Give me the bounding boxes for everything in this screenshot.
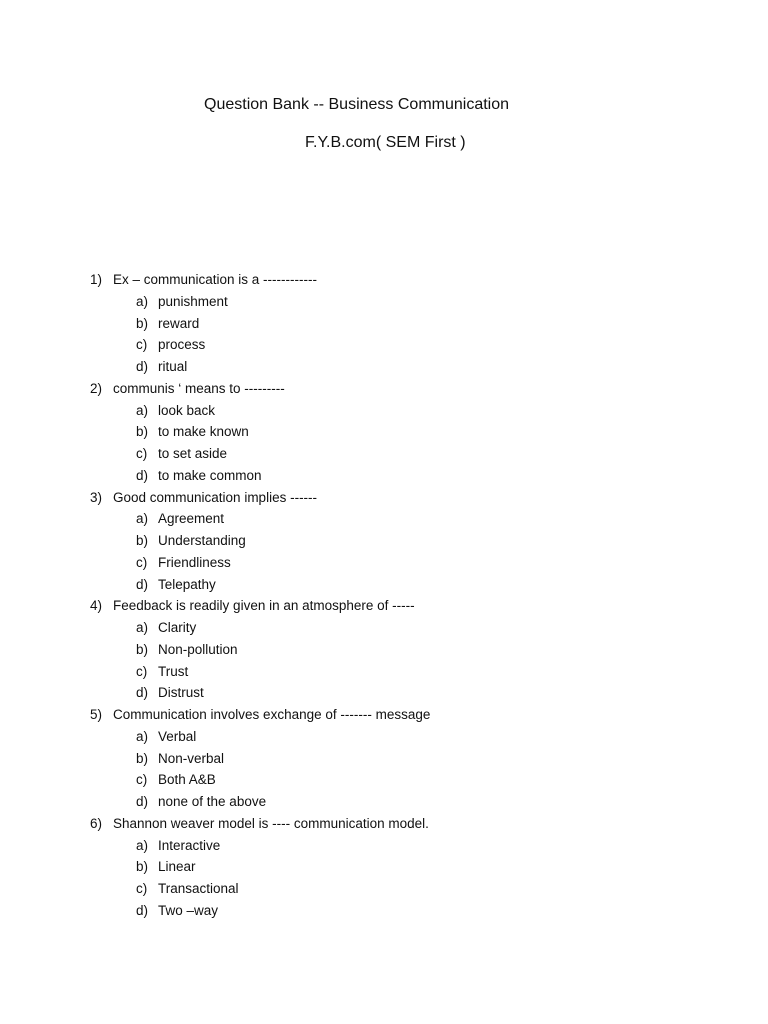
option-text: to make known — [158, 424, 249, 440]
option-label: c) — [136, 772, 148, 788]
option-text: Non-verbal — [158, 750, 225, 766]
option-text: Agreement — [158, 511, 225, 527]
option-label: b) — [136, 859, 149, 875]
option-text: ritual — [158, 359, 188, 374]
answer-option — [90, 530, 730, 552]
option-text: Verbal — [158, 728, 197, 744]
option-label: a) — [136, 728, 149, 744]
option-label: d) — [136, 359, 149, 374]
answer-option — [90, 313, 730, 335]
question-item — [90, 269, 730, 291]
question-number: 1) — [90, 272, 103, 287]
option-label: a) — [136, 620, 149, 635]
question-number: 4) — [90, 598, 103, 614]
question-list — [90, 269, 730, 922]
answer-option — [90, 552, 730, 574]
question-item — [90, 813, 730, 835]
question-item — [90, 487, 730, 509]
answer-option — [90, 508, 730, 530]
answer-option — [90, 617, 730, 639]
question-text: Communication involves exchange of ------- message — [113, 707, 431, 722]
answer-option — [90, 748, 730, 770]
question-text: Shannon weaver model is ---- communication model. — [113, 815, 429, 831]
option-text: Non-pollution — [158, 641, 238, 657]
answer-option — [90, 900, 730, 922]
question-item — [90, 378, 730, 400]
answer-option — [90, 400, 730, 422]
document-subtitle: F.Y.B.com( SEM First ) — [305, 134, 466, 151]
option-label: d) — [136, 685, 149, 701]
answer-option — [90, 769, 730, 791]
question-item — [90, 595, 730, 617]
option-label: b) — [136, 641, 149, 657]
answer-option — [90, 791, 730, 813]
option-label: d) — [136, 576, 149, 592]
answer-option — [90, 574, 730, 596]
option-text: Interactive — [158, 837, 221, 853]
option-label: a) — [136, 402, 149, 418]
option-text: none of the above — [158, 794, 267, 809]
question-text: Feedback is readily given in an atmosphere of ----- — [113, 598, 415, 614]
answer-option — [90, 639, 730, 661]
answer-option — [90, 443, 730, 465]
answer-option — [90, 356, 730, 378]
option-text: Linear — [158, 859, 196, 875]
option-text: Both A&B — [158, 772, 216, 788]
option-label: c) — [136, 663, 148, 679]
option-label: b) — [136, 533, 149, 548]
option-label: d) — [136, 902, 149, 918]
option-label: d) — [136, 467, 149, 483]
option-text: to set aside — [158, 446, 228, 461]
answer-option — [90, 291, 730, 313]
answer-option — [90, 835, 730, 857]
option-text: Understanding — [158, 533, 246, 548]
option-text: to make common — [158, 467, 262, 483]
question-text: Good communication implies ------ — [113, 489, 318, 505]
option-label: b) — [136, 424, 149, 440]
option-label: c) — [136, 337, 148, 353]
document-title: Question Bank -- Business Communication — [204, 96, 510, 113]
answer-option — [90, 726, 730, 748]
option-label: a) — [136, 293, 149, 309]
question-text: Ex – communication is a ------------ — [113, 272, 318, 287]
option-label: a) — [136, 511, 149, 527]
option-text: reward — [158, 315, 200, 331]
option-label: c) — [136, 554, 148, 570]
option-text: Distrust — [158, 685, 204, 701]
answer-option — [90, 465, 730, 487]
question-number: 2) — [90, 380, 103, 396]
option-label: b) — [136, 750, 149, 766]
question-number: 3) — [90, 489, 103, 505]
answer-option — [90, 856, 730, 878]
answer-option — [90, 661, 730, 683]
option-label: c) — [136, 881, 148, 896]
answer-option — [90, 878, 730, 900]
answer-option — [90, 421, 730, 443]
question-item — [90, 704, 730, 726]
option-text: Clarity — [158, 620, 197, 635]
option-label: b) — [136, 315, 149, 331]
answer-option — [90, 334, 730, 356]
option-text: punishment — [158, 293, 228, 309]
option-text: look back — [158, 402, 216, 418]
answer-option — [90, 682, 730, 704]
option-text: Trust — [158, 663, 189, 679]
question-text: communis ‘ means to --------- — [113, 380, 285, 396]
option-label: d) — [136, 794, 149, 809]
option-text: process — [158, 337, 206, 353]
question-number: 5) — [90, 707, 103, 722]
option-label: a) — [136, 837, 149, 853]
option-text: Telepathy — [158, 576, 216, 592]
option-label: c) — [136, 446, 148, 461]
option-text: Two –way — [158, 902, 219, 918]
question-number: 6) — [90, 815, 103, 831]
option-text: Transactional — [158, 881, 239, 896]
option-text: Friendliness — [158, 554, 231, 570]
